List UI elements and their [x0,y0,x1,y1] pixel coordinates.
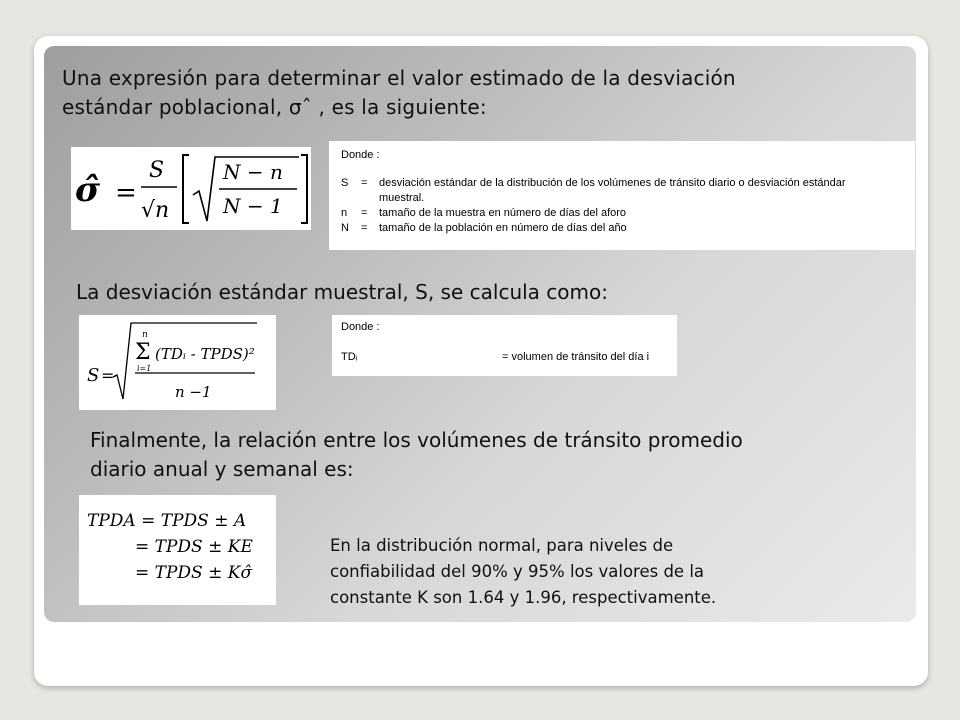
definitions-box-2: Donde : TDᵢ = volumen de tránsito del día i [332,315,677,376]
definition-row-s: S = desviación estándar de la distribución de los volúmenes de tránsito diario o desviación estándar [341,177,846,189]
intro-line-2: estándar poblacional, σˆ , es la siguiente: [62,95,487,119]
svg-text:n: n [142,330,148,340]
sigma-hat: σ̂ [75,170,101,210]
note-text: En la distribución normal, para niveles de confiabilidad del 90% y 95% los valores de la constante K son 1.64 y 1.96, respectivamente. [330,536,717,607]
final-line-2: diario anual y semanal es: [90,457,354,481]
intro-text [62,64,736,122]
formula-1-svg [71,147,311,230]
num-s: S [149,158,165,183]
sample-sd-text: La desviación estándar muestral, S, se calcula como: [76,280,608,304]
svg-text:S: S [87,365,100,386]
tpda-formula: TPDA = TPDS ± A = TPDS ± KE = TPDS ± Kσ̂ [79,495,276,605]
definitions-box-1 [329,141,915,250]
sample-sd-formula [79,315,276,410]
den-sqrt-n: √n [141,198,170,223]
svg-text:n −1: n −1 [175,383,212,401]
formula-2-svg [79,315,276,410]
definition-row-N: N = tamaño de la población en número de días del año [341,222,627,234]
definition-row-n: n = tamaño de la muestra en número de días del aforo [341,207,627,219]
inner-den: N − 1 [223,194,283,218]
definition-row-s-cont: muestral. [379,192,425,204]
intro-line-1: Una expresión para determinar el valor estimado de la desviación [62,66,736,90]
final-text [90,426,743,484]
svg-text:=: = [101,366,115,385]
svg-text:(TDᵢ - TPDS)²: (TDᵢ - TPDS)² [155,345,255,363]
svg-text:Σ: Σ [135,340,151,365]
svg-text:i=1: i=1 [137,364,152,373]
inner-num: N − n [223,160,283,184]
final-line-1: Finalmente, la relación entre los volúmenes de tránsito promedio [90,428,743,452]
population-sd-formula [71,147,311,230]
equals-sign: = [115,178,137,208]
definitions-header: Donde : [341,149,380,161]
